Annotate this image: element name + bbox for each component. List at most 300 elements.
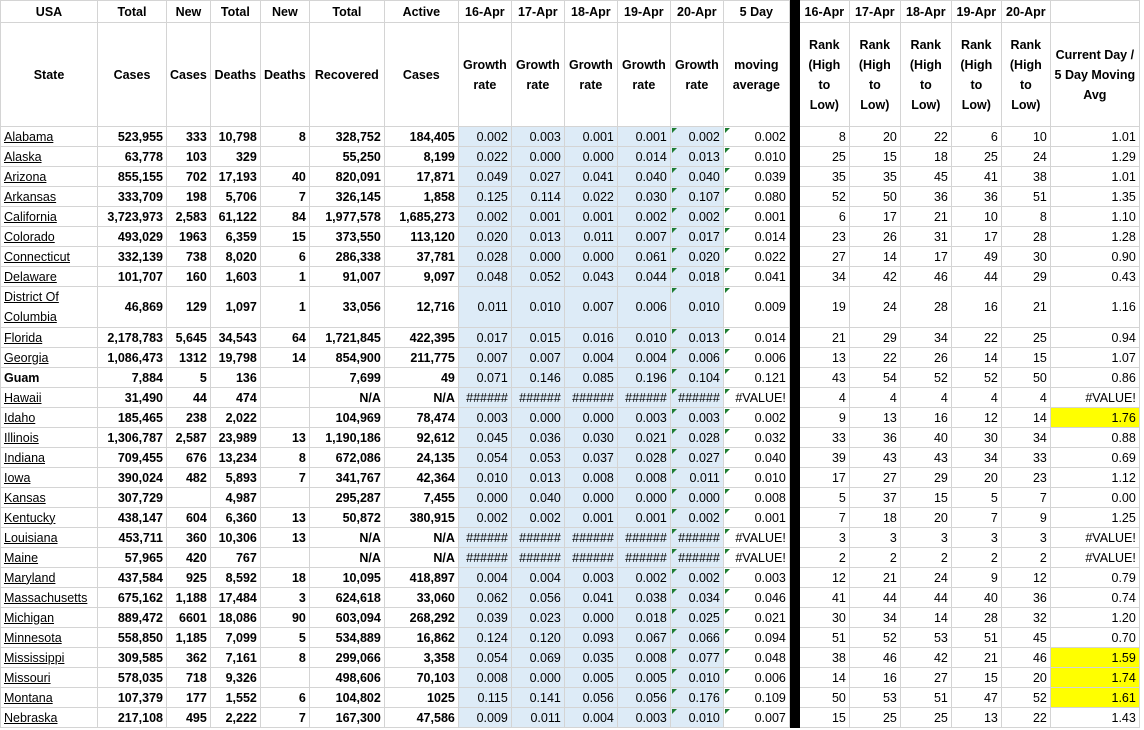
- rank-cell[interactable]: 9: [1001, 508, 1050, 528]
- state-cell[interactable]: Illinois: [1, 428, 98, 448]
- active-cases-cell[interactable]: N/A: [384, 388, 458, 408]
- ratio-cell[interactable]: 0.69: [1050, 448, 1139, 468]
- state-cell[interactable]: Alaska: [1, 147, 98, 167]
- rank-cell[interactable]: 52: [1001, 688, 1050, 708]
- growth-rate-cell[interactable]: 0.002: [458, 508, 511, 528]
- active-cases-cell[interactable]: 12,716: [384, 287, 458, 328]
- new-deaths-cell[interactable]: 18: [260, 568, 309, 588]
- rank-cell[interactable]: 16: [849, 668, 900, 688]
- growth-rate-cell[interactable]: 0.007: [458, 348, 511, 368]
- rank-cell[interactable]: 20: [951, 468, 1001, 488]
- growth-rate-cell[interactable]: ######: [511, 388, 564, 408]
- rank-cell[interactable]: 33: [799, 428, 849, 448]
- active-cases-cell[interactable]: 42,364: [384, 468, 458, 488]
- growth-rate-cell[interactable]: 0.010: [670, 668, 723, 688]
- total-cases-cell[interactable]: 558,850: [98, 628, 167, 648]
- growth-rate-cell[interactable]: 0.010: [458, 468, 511, 488]
- growth-rate-cell[interactable]: 0.067: [617, 628, 670, 648]
- growth-rate-cell[interactable]: 0.041: [564, 167, 617, 187]
- rank-cell[interactable]: 38: [1001, 167, 1050, 187]
- header-cell[interactable]: Deaths: [210, 23, 260, 127]
- growth-rate-cell[interactable]: 0.007: [564, 287, 617, 328]
- new-cases-cell[interactable]: 6601: [167, 608, 211, 628]
- ratio-cell[interactable]: 1.74: [1050, 668, 1139, 688]
- total-deaths-cell[interactable]: 34,543: [210, 328, 260, 348]
- growth-rate-cell[interactable]: 0.005: [617, 668, 670, 688]
- active-cases-cell[interactable]: 24,135: [384, 448, 458, 468]
- recovered-cell[interactable]: 341,767: [309, 468, 384, 488]
- rank-cell[interactable]: 40: [951, 588, 1001, 608]
- recovered-cell[interactable]: 50,872: [309, 508, 384, 528]
- rank-cell[interactable]: 20: [849, 127, 900, 147]
- growth-rate-cell[interactable]: 0.015: [511, 328, 564, 348]
- rank-cell[interactable]: 46: [900, 267, 951, 287]
- new-deaths-cell[interactable]: 64: [260, 328, 309, 348]
- growth-rate-cell[interactable]: 0.039: [458, 608, 511, 628]
- growth-rate-cell[interactable]: 0.000: [564, 247, 617, 267]
- rank-cell[interactable]: 29: [849, 328, 900, 348]
- growth-rate-cell[interactable]: 0.053: [511, 448, 564, 468]
- state-cell[interactable]: Minnesota: [1, 628, 98, 648]
- growth-rate-cell[interactable]: ######: [564, 528, 617, 548]
- total-deaths-cell[interactable]: 4,987: [210, 488, 260, 508]
- rank-cell[interactable]: 14: [951, 348, 1001, 368]
- active-cases-cell[interactable]: 8,199: [384, 147, 458, 167]
- total-cases-cell[interactable]: 332,139: [98, 247, 167, 267]
- total-cases-cell[interactable]: 46,869: [98, 287, 167, 328]
- rank-cell[interactable]: 17: [900, 247, 951, 267]
- new-cases-cell[interactable]: 482: [167, 468, 211, 488]
- rank-cell[interactable]: 35: [799, 167, 849, 187]
- rank-cell[interactable]: 4: [799, 388, 849, 408]
- growth-rate-cell[interactable]: ######: [617, 388, 670, 408]
- total-deaths-cell[interactable]: 61,122: [210, 207, 260, 227]
- state-cell[interactable]: Montana: [1, 688, 98, 708]
- moving-average-cell[interactable]: 0.003: [723, 568, 789, 588]
- rank-cell[interactable]: 22: [1001, 708, 1050, 728]
- rank-cell[interactable]: 12: [799, 568, 849, 588]
- ratio-cell[interactable]: 1.76: [1050, 408, 1139, 428]
- growth-rate-cell[interactable]: 0.002: [670, 508, 723, 528]
- rank-cell[interactable]: 18: [900, 147, 951, 167]
- growth-rate-cell[interactable]: 0.062: [458, 588, 511, 608]
- total-deaths-cell[interactable]: 2,222: [210, 708, 260, 728]
- rank-cell[interactable]: 29: [900, 468, 951, 488]
- growth-rate-cell[interactable]: 0.006: [670, 348, 723, 368]
- state-cell[interactable]: Indiana: [1, 448, 98, 468]
- rank-cell[interactable]: 38: [799, 648, 849, 668]
- growth-rate-cell[interactable]: 0.000: [511, 668, 564, 688]
- rank-cell[interactable]: 46: [849, 648, 900, 668]
- growth-rate-cell[interactable]: 0.056: [617, 688, 670, 708]
- rank-cell[interactable]: 51: [900, 688, 951, 708]
- rank-cell[interactable]: 8: [799, 127, 849, 147]
- growth-rate-cell[interactable]: 0.009: [458, 708, 511, 728]
- active-cases-cell[interactable]: 47,586: [384, 708, 458, 728]
- new-cases-cell[interactable]: 5,645: [167, 328, 211, 348]
- moving-average-cell[interactable]: 0.040: [723, 448, 789, 468]
- growth-rate-cell[interactable]: 0.028: [617, 448, 670, 468]
- active-cases-cell[interactable]: 92,612: [384, 428, 458, 448]
- new-deaths-cell[interactable]: 8: [260, 448, 309, 468]
- new-deaths-cell[interactable]: 7: [260, 187, 309, 207]
- active-cases-cell[interactable]: 3,358: [384, 648, 458, 668]
- rank-cell[interactable]: 13: [799, 348, 849, 368]
- state-cell[interactable]: Michigan: [1, 608, 98, 628]
- active-cases-cell[interactable]: 1,685,273: [384, 207, 458, 227]
- ratio-cell[interactable]: 0.79: [1050, 568, 1139, 588]
- rank-cell[interactable]: 17: [849, 207, 900, 227]
- rank-cell[interactable]: 6: [799, 207, 849, 227]
- moving-average-cell[interactable]: #VALUE!: [723, 548, 789, 568]
- state-cell[interactable]: Mississippi: [1, 648, 98, 668]
- moving-average-cell[interactable]: 0.006: [723, 668, 789, 688]
- total-deaths-cell[interactable]: 18,086: [210, 608, 260, 628]
- total-cases-cell[interactable]: 438,147: [98, 508, 167, 528]
- rank-cell[interactable]: 14: [799, 668, 849, 688]
- state-cell[interactable]: Iowa: [1, 468, 98, 488]
- rank-cell[interactable]: 25: [900, 708, 951, 728]
- growth-rate-cell[interactable]: ######: [564, 548, 617, 568]
- growth-rate-cell[interactable]: ######: [458, 548, 511, 568]
- growth-rate-cell[interactable]: 0.030: [564, 428, 617, 448]
- new-cases-cell[interactable]: 1312: [167, 348, 211, 368]
- growth-rate-cell[interactable]: 0.010: [670, 708, 723, 728]
- new-deaths-cell[interactable]: 90: [260, 608, 309, 628]
- ratio-cell[interactable]: 1.61: [1050, 688, 1139, 708]
- rank-cell[interactable]: 3: [849, 528, 900, 548]
- rank-cell[interactable]: 41: [799, 588, 849, 608]
- growth-rate-cell[interactable]: 0.124: [458, 628, 511, 648]
- growth-rate-cell[interactable]: 0.002: [670, 207, 723, 227]
- growth-rate-cell[interactable]: 0.005: [564, 668, 617, 688]
- total-deaths-cell[interactable]: 23,989: [210, 428, 260, 448]
- growth-rate-cell[interactable]: 0.013: [670, 328, 723, 348]
- rank-cell[interactable]: 18: [849, 508, 900, 528]
- moving-average-cell[interactable]: 0.007: [723, 708, 789, 728]
- recovered-cell[interactable]: N/A: [309, 388, 384, 408]
- growth-rate-cell[interactable]: 0.002: [511, 508, 564, 528]
- growth-rate-cell[interactable]: 0.069: [511, 648, 564, 668]
- rank-cell[interactable]: 33: [1001, 448, 1050, 468]
- moving-average-cell[interactable]: 0.046: [723, 588, 789, 608]
- rank-cell[interactable]: 15: [951, 668, 1001, 688]
- growth-rate-cell[interactable]: 0.008: [617, 468, 670, 488]
- growth-rate-cell[interactable]: 0.141: [511, 688, 564, 708]
- rank-cell[interactable]: 34: [849, 608, 900, 628]
- header-cell[interactable]: 17-Apr: [849, 1, 900, 23]
- header-cell[interactable]: Total: [210, 1, 260, 23]
- ratio-cell[interactable]: #VALUE!: [1050, 528, 1139, 548]
- total-deaths-cell[interactable]: 7,161: [210, 648, 260, 668]
- rank-cell[interactable]: 36: [1001, 588, 1050, 608]
- rank-cell[interactable]: 26: [900, 348, 951, 368]
- new-cases-cell[interactable]: 160: [167, 267, 211, 287]
- header-cell[interactable]: 20-Apr: [670, 1, 723, 23]
- growth-rate-cell[interactable]: 0.125: [458, 187, 511, 207]
- rank-cell[interactable]: 43: [849, 448, 900, 468]
- rank-cell[interactable]: 21: [1001, 287, 1050, 328]
- moving-average-cell[interactable]: 0.109: [723, 688, 789, 708]
- growth-rate-cell[interactable]: 0.000: [511, 408, 564, 428]
- rank-cell[interactable]: 10: [951, 207, 1001, 227]
- total-cases-cell[interactable]: 185,465: [98, 408, 167, 428]
- total-deaths-cell[interactable]: 1,097: [210, 287, 260, 328]
- rank-cell[interactable]: 13: [951, 708, 1001, 728]
- rank-cell[interactable]: 25: [951, 147, 1001, 167]
- rank-cell[interactable]: 24: [849, 287, 900, 328]
- recovered-cell[interactable]: 295,287: [309, 488, 384, 508]
- growth-rate-cell[interactable]: 0.017: [670, 227, 723, 247]
- growth-rate-cell[interactable]: ######: [564, 388, 617, 408]
- growth-rate-cell[interactable]: 0.035: [564, 648, 617, 668]
- growth-rate-cell[interactable]: 0.004: [564, 348, 617, 368]
- moving-average-cell[interactable]: 0.006: [723, 348, 789, 368]
- new-deaths-cell[interactable]: 15: [260, 227, 309, 247]
- rank-cell[interactable]: 43: [900, 448, 951, 468]
- rank-cell[interactable]: 42: [900, 648, 951, 668]
- growth-rate-cell[interactable]: 0.049: [458, 167, 511, 187]
- header-cell[interactable]: 18-Apr: [564, 1, 617, 23]
- growth-rate-cell[interactable]: 0.003: [564, 568, 617, 588]
- moving-average-cell[interactable]: #VALUE!: [723, 528, 789, 548]
- rank-cell[interactable]: 4: [849, 388, 900, 408]
- growth-rate-cell[interactable]: 0.001: [564, 127, 617, 147]
- total-cases-cell[interactable]: 217,108: [98, 708, 167, 728]
- total-deaths-cell[interactable]: 5,706: [210, 187, 260, 207]
- recovered-cell[interactable]: 328,752: [309, 127, 384, 147]
- header-cell[interactable]: Total: [98, 1, 167, 23]
- new-deaths-cell[interactable]: [260, 488, 309, 508]
- new-deaths-cell[interactable]: 14: [260, 348, 309, 368]
- growth-rate-cell[interactable]: 0.007: [511, 348, 564, 368]
- growth-rate-cell[interactable]: 0.077: [670, 648, 723, 668]
- growth-rate-cell[interactable]: 0.004: [511, 568, 564, 588]
- rank-cell[interactable]: 34: [799, 267, 849, 287]
- rank-cell[interactable]: 15: [799, 708, 849, 728]
- ratio-cell[interactable]: 1.01: [1050, 167, 1139, 187]
- new-cases-cell[interactable]: 362: [167, 648, 211, 668]
- header-cell[interactable]: Current Day / 5 Day Moving Avg: [1050, 23, 1139, 127]
- header-cell[interactable]: Deaths: [260, 23, 309, 127]
- growth-rate-cell[interactable]: 0.056: [511, 588, 564, 608]
- total-deaths-cell[interactable]: 136: [210, 368, 260, 388]
- growth-rate-cell[interactable]: 0.016: [564, 328, 617, 348]
- rank-cell[interactable]: 14: [900, 608, 951, 628]
- new-cases-cell[interactable]: 1,185: [167, 628, 211, 648]
- growth-rate-cell[interactable]: 0.146: [511, 368, 564, 388]
- rank-cell[interactable]: 27: [849, 468, 900, 488]
- growth-rate-cell[interactable]: ######: [670, 548, 723, 568]
- rank-cell[interactable]: 6: [951, 127, 1001, 147]
- state-cell[interactable]: Hawaii: [1, 388, 98, 408]
- growth-rate-cell[interactable]: 0.010: [511, 287, 564, 328]
- growth-rate-cell[interactable]: 0.040: [617, 167, 670, 187]
- growth-rate-cell[interactable]: 0.002: [617, 568, 670, 588]
- rank-cell[interactable]: 24: [1001, 147, 1050, 167]
- rank-cell[interactable]: 5: [799, 488, 849, 508]
- rank-cell[interactable]: 36: [849, 428, 900, 448]
- header-cell[interactable]: 17-Apr: [511, 1, 564, 23]
- rank-cell[interactable]: 35: [849, 167, 900, 187]
- header-cell[interactable]: Active: [384, 1, 458, 23]
- growth-rate-cell[interactable]: 0.025: [670, 608, 723, 628]
- rank-cell[interactable]: 32: [1001, 608, 1050, 628]
- growth-rate-cell[interactable]: ######: [511, 548, 564, 568]
- total-cases-cell[interactable]: 453,711: [98, 528, 167, 548]
- new-cases-cell[interactable]: 360: [167, 528, 211, 548]
- growth-rate-cell[interactable]: 0.045: [458, 428, 511, 448]
- header-cell[interactable]: 16-Apr: [458, 1, 511, 23]
- rank-cell[interactable]: 25: [849, 708, 900, 728]
- rank-cell[interactable]: 34: [1001, 428, 1050, 448]
- new-deaths-cell[interactable]: 6: [260, 247, 309, 267]
- rank-cell[interactable]: 34: [951, 448, 1001, 468]
- growth-rate-cell[interactable]: 0.000: [564, 608, 617, 628]
- growth-rate-cell[interactable]: 0.052: [511, 267, 564, 287]
- total-cases-cell[interactable]: 1,306,787: [98, 428, 167, 448]
- growth-rate-cell[interactable]: 0.021: [617, 428, 670, 448]
- header-cell[interactable]: New: [167, 1, 211, 23]
- active-cases-cell[interactable]: 418,897: [384, 568, 458, 588]
- header-cell[interactable]: State: [1, 23, 98, 127]
- total-cases-cell[interactable]: 1,086,473: [98, 348, 167, 368]
- new-cases-cell[interactable]: 44: [167, 388, 211, 408]
- growth-rate-cell[interactable]: 0.003: [617, 408, 670, 428]
- header-cell[interactable]: New: [260, 1, 309, 23]
- rank-cell[interactable]: 4: [951, 388, 1001, 408]
- new-deaths-cell[interactable]: [260, 408, 309, 428]
- rank-cell[interactable]: 41: [951, 167, 1001, 187]
- growth-rate-cell[interactable]: 0.027: [511, 167, 564, 187]
- rank-cell[interactable]: 7: [951, 508, 1001, 528]
- ratio-cell[interactable]: #VALUE!: [1050, 388, 1139, 408]
- rank-cell[interactable]: 34: [900, 328, 951, 348]
- total-cases-cell[interactable]: 7,884: [98, 368, 167, 388]
- recovered-cell[interactable]: 10,095: [309, 568, 384, 588]
- new-cases-cell[interactable]: 2,587: [167, 428, 211, 448]
- moving-average-cell[interactable]: 0.014: [723, 328, 789, 348]
- rank-cell[interactable]: 37: [849, 488, 900, 508]
- total-deaths-cell[interactable]: 5,893: [210, 468, 260, 488]
- growth-rate-cell[interactable]: 0.008: [564, 468, 617, 488]
- new-deaths-cell[interactable]: 8: [260, 127, 309, 147]
- growth-rate-cell[interactable]: 0.000: [564, 147, 617, 167]
- ratio-cell[interactable]: 0.74: [1050, 588, 1139, 608]
- new-deaths-cell[interactable]: [260, 548, 309, 568]
- rank-cell[interactable]: 3: [799, 528, 849, 548]
- active-cases-cell[interactable]: 16,862: [384, 628, 458, 648]
- new-cases-cell[interactable]: 5: [167, 368, 211, 388]
- growth-rate-cell[interactable]: 0.008: [458, 668, 511, 688]
- total-cases-cell[interactable]: 390,024: [98, 468, 167, 488]
- growth-rate-cell[interactable]: 0.071: [458, 368, 511, 388]
- growth-rate-cell[interactable]: 0.115: [458, 688, 511, 708]
- growth-rate-cell[interactable]: 0.004: [564, 708, 617, 728]
- recovered-cell[interactable]: 1,721,845: [309, 328, 384, 348]
- header-cell[interactable]: Cases: [384, 23, 458, 127]
- rank-cell[interactable]: 54: [849, 368, 900, 388]
- growth-rate-cell[interactable]: 0.010: [617, 328, 670, 348]
- new-cases-cell[interactable]: 238: [167, 408, 211, 428]
- recovered-cell[interactable]: 373,550: [309, 227, 384, 247]
- rank-cell[interactable]: 51: [1001, 187, 1050, 207]
- new-cases-cell[interactable]: 198: [167, 187, 211, 207]
- rank-cell[interactable]: 28: [900, 287, 951, 328]
- rank-cell[interactable]: 36: [951, 187, 1001, 207]
- growth-rate-cell[interactable]: 0.001: [617, 508, 670, 528]
- growth-rate-cell[interactable]: 0.002: [670, 127, 723, 147]
- recovered-cell[interactable]: 104,802: [309, 688, 384, 708]
- new-cases-cell[interactable]: 129: [167, 287, 211, 328]
- recovered-cell[interactable]: 672,086: [309, 448, 384, 468]
- new-deaths-cell[interactable]: [260, 368, 309, 388]
- total-cases-cell[interactable]: 333,709: [98, 187, 167, 207]
- total-deaths-cell[interactable]: 10,306: [210, 528, 260, 548]
- recovered-cell[interactable]: 1,190,186: [309, 428, 384, 448]
- growth-rate-cell[interactable]: 0.048: [458, 267, 511, 287]
- new-deaths-cell[interactable]: 6: [260, 688, 309, 708]
- rank-cell[interactable]: 30: [1001, 247, 1050, 267]
- total-deaths-cell[interactable]: 17,484: [210, 588, 260, 608]
- ratio-cell[interactable]: 1.35: [1050, 187, 1139, 207]
- total-cases-cell[interactable]: 3,723,973: [98, 207, 167, 227]
- growth-rate-cell[interactable]: 0.001: [564, 207, 617, 227]
- active-cases-cell[interactable]: 380,915: [384, 508, 458, 528]
- recovered-cell[interactable]: 326,145: [309, 187, 384, 207]
- active-cases-cell[interactable]: N/A: [384, 528, 458, 548]
- rank-cell[interactable]: 20: [1001, 668, 1050, 688]
- rank-cell[interactable]: 36: [900, 187, 951, 207]
- rank-cell[interactable]: 2: [1001, 548, 1050, 568]
- ratio-cell[interactable]: 0.94: [1050, 328, 1139, 348]
- recovered-cell[interactable]: 820,091: [309, 167, 384, 187]
- header-cell[interactable]: Recovered: [309, 23, 384, 127]
- rank-cell[interactable]: 31: [900, 227, 951, 247]
- growth-rate-cell[interactable]: ######: [670, 528, 723, 548]
- new-deaths-cell[interactable]: 5: [260, 628, 309, 648]
- recovered-cell[interactable]: 854,900: [309, 348, 384, 368]
- rank-cell[interactable]: 2: [951, 548, 1001, 568]
- growth-rate-cell[interactable]: 0.028: [458, 247, 511, 267]
- state-cell[interactable]: District Of Columbia: [1, 287, 98, 328]
- rank-cell[interactable]: 21: [951, 648, 1001, 668]
- total-cases-cell[interactable]: 709,455: [98, 448, 167, 468]
- ratio-cell[interactable]: 1.07: [1050, 348, 1139, 368]
- active-cases-cell[interactable]: 1,858: [384, 187, 458, 207]
- total-cases-cell[interactable]: 523,955: [98, 127, 167, 147]
- growth-rate-cell[interactable]: 0.085: [564, 368, 617, 388]
- rank-cell[interactable]: 42: [849, 267, 900, 287]
- growth-rate-cell[interactable]: 0.011: [564, 227, 617, 247]
- rank-cell[interactable]: 39: [799, 448, 849, 468]
- growth-rate-cell[interactable]: 0.000: [564, 488, 617, 508]
- rank-cell[interactable]: 17: [951, 227, 1001, 247]
- growth-rate-cell[interactable]: 0.013: [511, 227, 564, 247]
- total-deaths-cell[interactable]: 2,022: [210, 408, 260, 428]
- total-cases-cell[interactable]: 493,029: [98, 227, 167, 247]
- total-cases-cell[interactable]: 307,729: [98, 488, 167, 508]
- header-cell[interactable]: moving average: [723, 23, 789, 127]
- total-deaths-cell[interactable]: 1,603: [210, 267, 260, 287]
- new-cases-cell[interactable]: 177: [167, 688, 211, 708]
- rank-cell[interactable]: 21: [799, 328, 849, 348]
- state-cell[interactable]: Guam: [1, 368, 98, 388]
- rank-cell[interactable]: 2: [900, 548, 951, 568]
- moving-average-cell[interactable]: 0.021: [723, 608, 789, 628]
- rank-cell[interactable]: 2: [799, 548, 849, 568]
- active-cases-cell[interactable]: 37,781: [384, 247, 458, 267]
